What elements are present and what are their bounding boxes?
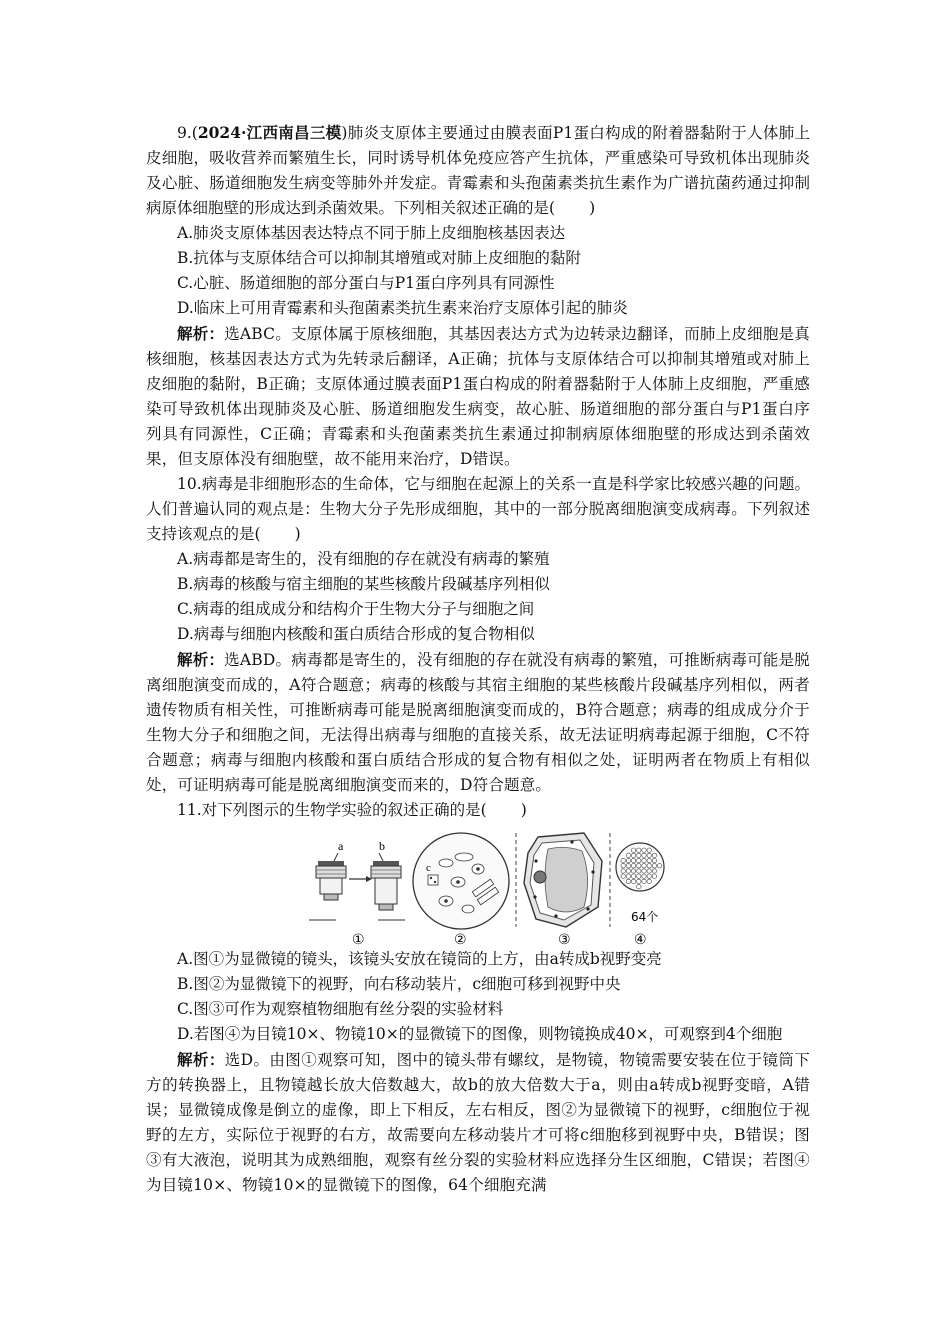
cell-dot (642, 879, 646, 883)
option-c: C.图③可作为观察植物细胞有丝分裂的实验材料 (177, 1000, 504, 1018)
cell-dot (652, 869, 656, 873)
cell-dot (647, 848, 651, 852)
figure-caption-2: ② (454, 932, 467, 947)
cell-dot (657, 864, 661, 868)
analysis-label: 解析： (177, 650, 225, 669)
question-9-analysis (146, 321, 810, 472)
plant-cell-figure (524, 833, 602, 947)
cell-dot (647, 853, 651, 857)
cell-dot (652, 874, 656, 878)
source-paren-close: ) (341, 124, 348, 142)
cell-dot (626, 864, 630, 868)
cell-dot (621, 858, 625, 862)
cell-dot (652, 858, 656, 862)
experiment-figure (146, 827, 810, 947)
question-11-stem (146, 798, 810, 823)
option-d: D.临床上可用青霉素和头孢菌素类抗生素来治疗支原体引起的肺炎 (177, 299, 628, 317)
question-paren-close: ) (294, 525, 301, 543)
analysis-label: 解析： (177, 324, 225, 343)
cell-dot (642, 853, 646, 857)
cell-count-label: 64个 (631, 910, 659, 924)
cell-dot (631, 848, 635, 852)
document-page (146, 120, 810, 1198)
cell-dot (621, 869, 625, 873)
figure-illustrations (146, 827, 810, 947)
lens-a-label: a (338, 839, 344, 853)
source-paren-open: ( (191, 124, 198, 142)
cell-dot (637, 858, 641, 862)
cell-dot (652, 864, 656, 868)
cell-dot (621, 864, 625, 868)
cell-dot (637, 874, 641, 878)
cell-dot (626, 874, 630, 878)
lens-b-label: b (379, 839, 385, 853)
cell-dot (642, 848, 646, 852)
question-11-analysis (146, 1047, 810, 1198)
option-c: C.病毒的组成成分和结构介于生物大分子与细胞之间 (177, 600, 535, 618)
cell-field-figure (616, 843, 664, 947)
cell-dot (626, 869, 630, 873)
cell-dot (647, 874, 651, 878)
option-b: B.抗体与支原体结合可以抑制其增殖或对肺上皮细胞的黏附 (177, 249, 581, 267)
cell-dot (631, 869, 635, 873)
cell-dot (631, 864, 635, 868)
cell-dot (637, 864, 641, 868)
cell-dot (647, 879, 651, 883)
cell-dot (647, 869, 651, 873)
cell-dot (631, 858, 635, 862)
question-10-stem (146, 472, 810, 547)
cell-dot (631, 874, 635, 878)
option-a: A.病毒都是寄生的，没有细胞的存在就没有病毒的繁殖 (177, 550, 550, 568)
question-paren-close: ) (520, 801, 527, 819)
cell-dot (626, 879, 630, 883)
cell-c-label: c (426, 862, 431, 874)
question-text: 11.对下列图示的生物学实验的叙述正确的是( (177, 801, 487, 819)
cell-dot (642, 858, 646, 862)
cell-dot (637, 848, 641, 852)
question-text: 10.病毒是非细胞形态的生命体，它与细胞在起源上的关系一直是科学家比较感兴趣的问题。人们普遍认同的观点是：生物大分子先形成细胞，其中的一部分脱离细胞演变成病毒。下列叙述支持该观点的是( (146, 475, 810, 543)
cell-dot (626, 858, 630, 862)
question-9-stem (146, 120, 810, 221)
cell-dot (631, 853, 635, 857)
figure-caption-4: ④ (634, 932, 647, 947)
question-source: 2024·江西南昌三模 (197, 123, 342, 142)
cell-dot (621, 874, 625, 878)
option-b: B.病毒的核酸与宿主细胞的某些核酸片段碱基序列相似 (177, 575, 550, 593)
analysis-text: 选ABD。病毒都是寄生的，没有细胞的存在就没有病毒的繁殖，可推断病毒可能是脱离细胞演变而成的，A符合题意；病毒的核酸与其宿主细胞的某些核酸片段碱基序列相似，两者遗传物质有相关性，可推断病毒可能是脱离细胞演变而成的，B符合题意；病毒的组成成分介于生物大分子和细胞之间，无法得出病毒与细胞的直接关系，故无法证明病毒起源于细胞，C不符合题意；病毒与细胞内核酸和蛋白质结合形成的复合物有相似之处，证明两者在物质上有相似处，可证明病毒可能是脱离细胞演变而来的，D符合题意。 (146, 651, 810, 794)
cell-dot (642, 869, 646, 873)
cell-dot (631, 879, 635, 883)
question-number: 9. (177, 124, 192, 142)
cell-dot (637, 879, 641, 883)
objective-lens-figure (309, 839, 405, 947)
cell-dot (637, 869, 641, 873)
question-10-analysis (146, 647, 810, 798)
analysis-text: 选ABC。支原体属于原核细胞，其基因表达方式为边转录边翻译，而肺上皮细胞是真核细胞，核基因表达方式为先转录后翻译，A正确；抗体与支原体结合可以抑制其增殖或对肺上皮细胞的黏附，B正确；支原体通过膜表面P1蛋白构成的附着器黏附于人体肺上皮细胞，严重感染可导致机体出现肺炎及心脏、肠道细胞发生病变，故心脏、肠道细胞的部分蛋白与P1蛋白序列具有同源性，C正确；青霉素和头孢菌素类抗生素通过抑制病原体细胞壁的形成达到杀菌效果，但支原体没有细胞壁，故不能用来治疗，D错误。 (146, 325, 810, 468)
microscope-field-figure (413, 833, 509, 947)
option-a: A.肺炎支原体基因表达特点不同于肺上皮细胞核基因表达 (177, 224, 566, 242)
cell-dot (647, 864, 651, 868)
analysis-label: 解析： (177, 1050, 225, 1069)
cell-dot (626, 853, 630, 857)
cell-dot (637, 853, 641, 857)
question-text: 肺炎支原体主要通过由膜表面P1蛋白构成的附着器黏附于人体肺上皮细胞，吸收营养而繁殖生长，同时诱导机体免疫应答产生抗体，严重感染可导致机体出现肺炎及心脏、肠道细胞发生病变等肺外并发症。青霉素和头孢菌素类抗生素作为广谱抗菌药通过抑制病原体细胞壁的形成达到杀菌效果。下列相关叙述正确的是( (146, 124, 810, 217)
cell-dot (642, 864, 646, 868)
cell-dot (652, 853, 656, 857)
option-a: A.图①为显微镜的镜头，该镜头安放在镜筒的上方，由a转成b视野变亮 (177, 950, 662, 968)
option-c: C.心脏、肠道细胞的部分蛋白与P1蛋白序列具有同源性 (177, 274, 555, 292)
figure-caption-1: ① (352, 932, 365, 947)
question-paren-close: ) (589, 199, 596, 217)
cell-dot (642, 874, 646, 878)
figure-caption-3: ③ (558, 932, 571, 947)
option-d: D.若图④为目镜10×、物镜10×的显微镜下的图像，则物镜换成40×，可观察到4个细胞 (177, 1025, 783, 1043)
cell-dot (647, 858, 651, 862)
option-b: B.图②为显微镜下的视野，向右移动装片，c细胞可移到视野中央 (177, 975, 621, 993)
option-d: D.病毒与细胞内核酸和蛋白质结合形成的复合物相似 (177, 625, 535, 643)
analysis-text: 选D。由图①观察可知，图中的镜头带有螺纹，是物镜，物镜需要安装在位于镜筒下方的转换器上，且物镜越长放大倍数越大，故b的放大倍数大于a，则由a转成b视野变暗，A错误；显微镜成像是倒立的虚像，即上下相反，左右相反，图②为显微镜下的视野，c细胞位于视野的左方，实际位于视野的右方，故需要向左移动装片才可将c细胞移到视野中央，B错误；图③有大液泡，说明其为成熟细胞，观察有丝分裂的实验材料应选择分生区细胞，C错误；若图④为目镜10×、物镜10×的显微镜下的图像，64个细胞充满 (146, 1051, 810, 1194)
cell-dot (637, 884, 641, 888)
